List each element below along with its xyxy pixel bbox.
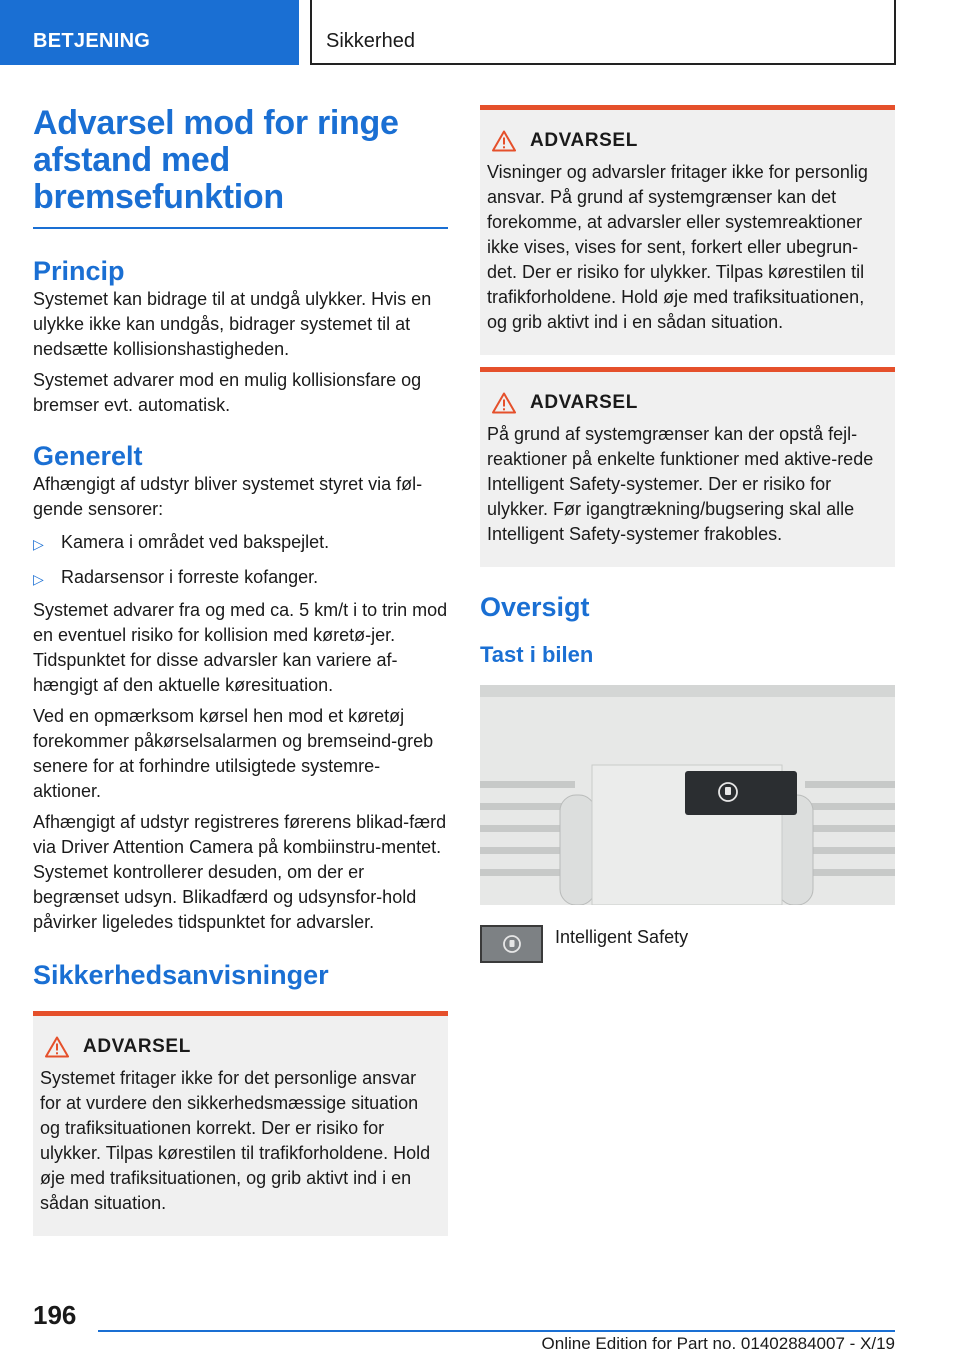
footer-divider: [98, 1330, 895, 1332]
triangle-bullet-icon: ▷: [33, 536, 44, 552]
warning-label: ADVARSEL: [83, 1036, 191, 1057]
warning-label: ADVARSEL: [530, 392, 638, 413]
chapter-title: Sikkerhed: [310, 0, 896, 65]
generelt-paragraph-3: Afhængigt af udstyr registreres førerens blikad-færd via Driver Attention Camera på kombiinstru-mentet. Systemet kontrollerer desuden, om der er begrænset udsyn. Blikadfærd og udsynsfor-hold påvirker ligeledes tidspunktet for advarsler.: [33, 812, 447, 932]
warning-text: Visninger og advarsler fritager ikke for personlig ansvar. På grund af systemgrænser kan det forekomme, at advarsler eller systemreaktioner ikke vises, vises for sent, forkert eller ubegrun-det. Der er risiko for ulykker. Tilpas kørestilen til trafikforholdene. Hold øje med trafiksituationen, og grib aktivt ind i en sådan situation.: [487, 162, 868, 332]
page-title: Advarsel mod for ringe afstand med bremsefunktion: [33, 104, 399, 216]
triangle-bullet-icon: ▷: [33, 571, 44, 587]
warning-triangle-icon: [45, 1036, 69, 1058]
button-photo: [480, 685, 895, 905]
subheading-tast-i-bilen: Tast i bilen: [480, 642, 594, 667]
warning-header: [492, 128, 888, 154]
princip-paragraph-2: Systemet advarer mod en mulig kollisionsfare og bremser evt. automatisk.: [33, 370, 422, 415]
left-column: [33, 105, 448, 1236]
warning-text: På grund af systemgrænser kan der opstå fejl-reaktioner på enkelte funktioner med aktive-rede Intelligent Safety-systemer. Der er risiko for ulykker. Før igangtrækning/bugsering skal alle Intelligent Safety-systemer frakobles.: [487, 424, 874, 544]
list-item-text: Radarsensor i forreste kofanger.: [61, 567, 319, 587]
warning-text: Systemet fritager ikke for det personlige ansvar for at vurdere den sikkerhedsmæssige situation og trafiksituationen korrekt. Der er risiko for ulykker. Tilpas kørestilen til trafikforholdene. Hold øje med trafiksituationen, og grib aktivt ind i en sådan situation.: [40, 1068, 431, 1213]
warning-triangle-icon: [492, 130, 516, 152]
warning-label: ADVARSEL: [530, 130, 638, 151]
warning-box: [480, 367, 895, 567]
warning-box: [480, 105, 895, 355]
intelligent-safety-button-icon: [480, 925, 543, 963]
heading-princip: Princip: [33, 256, 125, 286]
legend-label: Intelligent Safety: [555, 927, 689, 947]
warning-triangle-icon: [492, 392, 516, 414]
legend-row: [480, 925, 895, 963]
title-divider: [33, 227, 448, 229]
heading-oversigt: Oversigt: [480, 592, 590, 622]
list-item: [33, 565, 448, 592]
generelt-paragraph-2: Ved en opmærksom kørsel hen mod et køretøj forekommer påkørselsalarmen og bremseind-greb senere for at forhindre utilsigtede systemre-aktioner.: [33, 706, 434, 801]
heading-generelt: Generelt: [33, 441, 143, 471]
right-column: [480, 105, 895, 963]
warning-box: [33, 1011, 448, 1236]
list-item: [33, 530, 448, 557]
heading-sikkerhedsanvisninger: Sikkerhedsanvisninger: [33, 960, 329, 990]
section-tab: BETJENING: [0, 0, 299, 65]
list-item-text: Kamera i området ved bakspejlet.: [61, 532, 330, 552]
warning-header: [45, 1034, 441, 1060]
warning-header: [492, 390, 888, 416]
generelt-paragraph-1: Systemet advarer fra og med ca. 5 km/t i to trin mod en eventuel risiko for kollision med køretø-jer. Tidspunktet for disse advarsler kan variere af-hængigt af den aktuelle køresituation.: [33, 600, 448, 695]
princip-paragraph-1: Systemet kan bidrage til at undgå ulykker. Hvis en ulykke ikke kan undgås, bidrager systemet til at nedsætte kollisionshastigheden.: [33, 289, 432, 359]
page-number: 196: [33, 1300, 77, 1330]
edition-text: Online Edition for Part no. 01402884007 - X/19: [541, 1334, 895, 1353]
dashboard-illustration: [480, 685, 895, 905]
generelt-intro: Afhængigt af udstyr bliver systemet styret via føl-gende sensorer:: [33, 474, 423, 519]
